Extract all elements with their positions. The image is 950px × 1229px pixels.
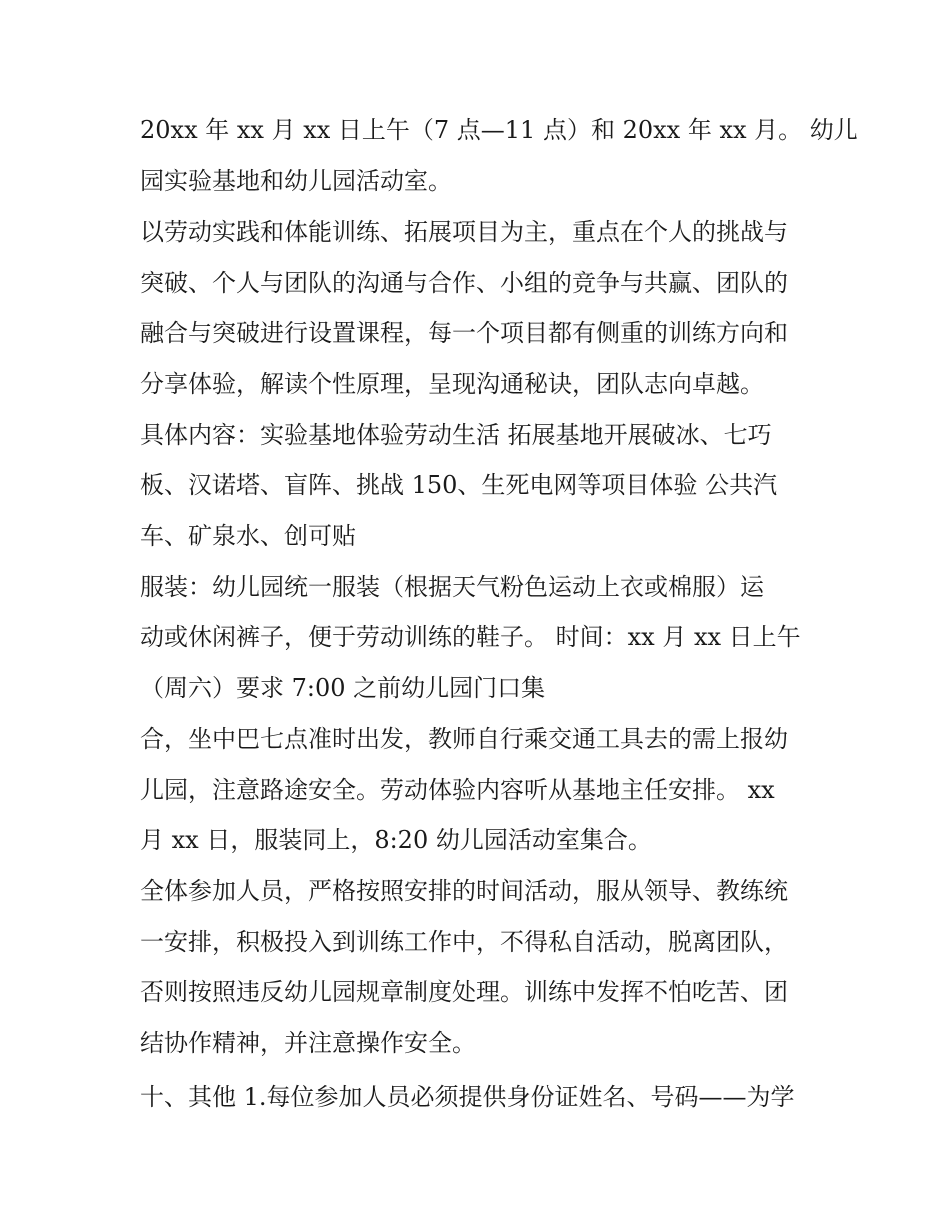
text-line: （周六）要求 7:00 之前幼儿园门口集 bbox=[140, 674, 546, 702]
text-line: 服装：幼儿园统一服装（根据天气粉色运动上衣或棉服）运 bbox=[140, 573, 764, 601]
text-line: 月 xx 日，服装同上，8:20 幼儿园活动室集合。 bbox=[140, 826, 652, 854]
text-line: 全体参加人员，严格按照安排的时间活动，服从领导、教练统 bbox=[140, 877, 788, 905]
text-line: 板、汉诺塔、盲阵、挑战 150、生死电网等项目体验 公共汽 bbox=[140, 471, 778, 499]
text-line: 融合与突破进行设置课程，每一个项目都有侧重的训练方向和 bbox=[140, 319, 788, 347]
text-line: 合，坐中巴七点准时出发，教师自行乘交通工具去的需上报幼 bbox=[140, 725, 788, 753]
text-line: 儿园，注意路途安全。劳动体验内容听从基地主任安排。 xx bbox=[140, 776, 775, 804]
text-line: 园实验基地和幼儿园活动室。 bbox=[140, 167, 452, 195]
text-line: 突破、个人与团队的沟通与合作、小组的竞争与共赢、团队的 bbox=[140, 269, 788, 297]
text-line: 一安排，积极投入到训练工作中，不得私自活动，脱离团队， bbox=[140, 928, 788, 956]
text-line: 车、矿泉水、创可贴 bbox=[140, 522, 356, 550]
text-line: 否则按照违反幼儿园规章制度处理。训练中发挥不怕吃苦、团 bbox=[140, 978, 788, 1006]
text-line: 具体内容：实验基地体验劳动生活 拓展基地开展破冰、七巧 bbox=[140, 421, 772, 449]
text-line: 动或休闲裤子，便于劳动训练的鞋子。 时间：xx 月 xx 日上午 bbox=[140, 623, 801, 651]
text-line: 分享体验，解读个性原理，呈现沟通秘诀，团队志向卓越。 bbox=[140, 370, 764, 398]
text-line: 以劳动实践和体能训练、拓展项目为主，重点在个人的挑战与 bbox=[140, 218, 788, 246]
text-line: 20xx 年 xx 月 xx 日上午（7 点—11 点）和 20xx 年 xx 月。 幼儿 bbox=[140, 116, 858, 144]
text-line: 十、其他 1.每位参加人员必须提供身份证姓名、号码——为学 bbox=[140, 1083, 795, 1111]
text-line: 结协作精神，并注意操作安全。 bbox=[140, 1029, 476, 1057]
